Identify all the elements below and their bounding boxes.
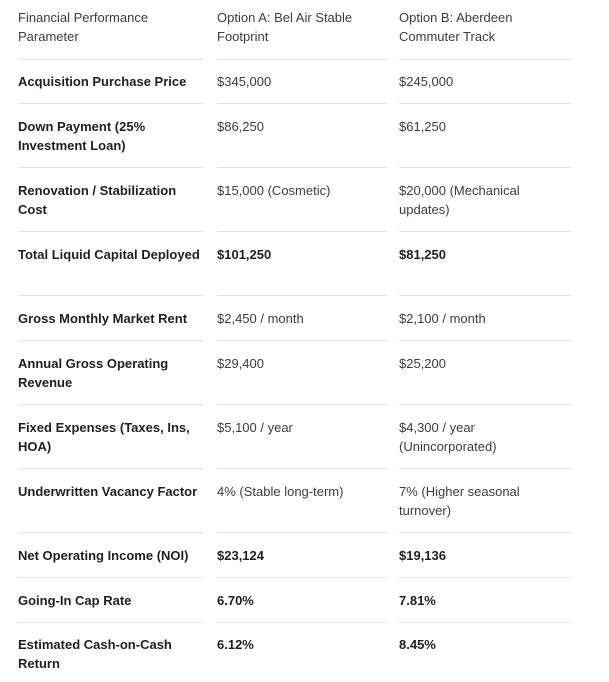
header-divider bbox=[18, 59, 204, 60]
row-divider bbox=[399, 295, 571, 296]
row-option-b-value: $4,300 / year (Unincorporated) bbox=[399, 420, 497, 454]
row-divider bbox=[18, 103, 204, 104]
row-option-a-value: $23,124 bbox=[217, 548, 264, 563]
row-divider bbox=[399, 577, 571, 578]
row-option-b-value: 7% (Higher seasonal turnover) bbox=[399, 484, 520, 518]
row-parameter: Fixed Expenses (Taxes, Ins, HOA) bbox=[18, 420, 190, 454]
row-divider bbox=[18, 295, 204, 296]
row-parameter: Going-In Cap Rate bbox=[18, 593, 132, 608]
row-parameter: Down Payment (25% Investment Loan) bbox=[18, 119, 146, 153]
row-parameter: Total Liquid Capital Deployed bbox=[18, 247, 200, 262]
row-option-a-value: $86,250 bbox=[217, 119, 264, 134]
header-option-b: Option B: Aberdeen Commuter Track bbox=[399, 10, 513, 44]
row-option-b-value: $81,250 bbox=[399, 247, 446, 262]
row-option-b-value: $245,000 bbox=[399, 74, 454, 89]
row-option-a-value: $5,100 / year bbox=[217, 420, 293, 435]
row-option-a-value: 6.12% bbox=[217, 637, 254, 652]
row-option-a-value: $15,000 (Cosmetic) bbox=[217, 183, 331, 198]
row-divider bbox=[217, 295, 387, 296]
row-divider bbox=[217, 532, 387, 533]
row-divider bbox=[217, 340, 387, 341]
row-option-a-value: $101,250 bbox=[217, 247, 272, 262]
header-divider bbox=[399, 59, 571, 60]
row-divider bbox=[399, 404, 571, 405]
row-divider bbox=[217, 103, 387, 104]
row-option-b-value: $61,250 bbox=[399, 119, 446, 134]
row-parameter: Underwritten Vacancy Factor bbox=[18, 484, 198, 499]
row-divider bbox=[217, 622, 387, 623]
row-divider bbox=[399, 167, 571, 168]
row-option-a-value: 4% (Stable long-term) bbox=[217, 484, 344, 499]
row-divider bbox=[18, 404, 204, 405]
row-parameter: Acquisition Purchase Price bbox=[18, 74, 187, 89]
row-option-a-value: $2,450 / month bbox=[217, 311, 304, 326]
row-parameter: Estimated Cash-on-Cash Return bbox=[18, 637, 172, 671]
row-option-a-value: $29,400 bbox=[217, 356, 264, 371]
row-parameter: Net Operating Income (NOI) bbox=[18, 548, 189, 563]
row-divider bbox=[399, 622, 571, 623]
row-divider bbox=[399, 532, 571, 533]
header-divider bbox=[217, 59, 387, 60]
row-option-b-value: 8.45% bbox=[399, 637, 436, 652]
row-parameter: Annual Gross Operating Revenue bbox=[18, 356, 169, 390]
row-option-b-value: $20,000 (Mechanical updates) bbox=[399, 183, 520, 217]
row-divider bbox=[18, 468, 204, 469]
row-divider bbox=[18, 577, 204, 578]
row-divider bbox=[18, 167, 204, 168]
row-option-b-value: $2,100 / month bbox=[399, 311, 486, 326]
row-divider bbox=[399, 340, 571, 341]
row-divider bbox=[399, 231, 571, 232]
row-divider bbox=[217, 167, 387, 168]
row-option-a-value: $345,000 bbox=[217, 74, 272, 89]
row-divider bbox=[399, 468, 571, 469]
row-option-a-value: 6.70% bbox=[217, 593, 254, 608]
row-divider bbox=[18, 622, 204, 623]
row-divider bbox=[217, 468, 387, 469]
row-divider bbox=[18, 231, 204, 232]
row-divider bbox=[217, 231, 387, 232]
row-divider bbox=[18, 532, 204, 533]
row-parameter: Gross Monthly Market Rent bbox=[18, 311, 188, 326]
header-option-a: Option A: Bel Air Stable Footprint bbox=[217, 10, 353, 44]
header-parameter: Financial Performance Parameter bbox=[18, 10, 149, 44]
row-parameter: Renovation / Stabilization Cost bbox=[18, 183, 177, 217]
row-option-b-value: 7.81% bbox=[399, 593, 436, 608]
row-option-b-value: $25,200 bbox=[399, 356, 446, 371]
row-option-b-value: $19,136 bbox=[399, 548, 446, 563]
row-divider bbox=[217, 404, 387, 405]
row-divider bbox=[217, 577, 387, 578]
row-divider bbox=[18, 340, 204, 341]
row-divider bbox=[399, 103, 571, 104]
